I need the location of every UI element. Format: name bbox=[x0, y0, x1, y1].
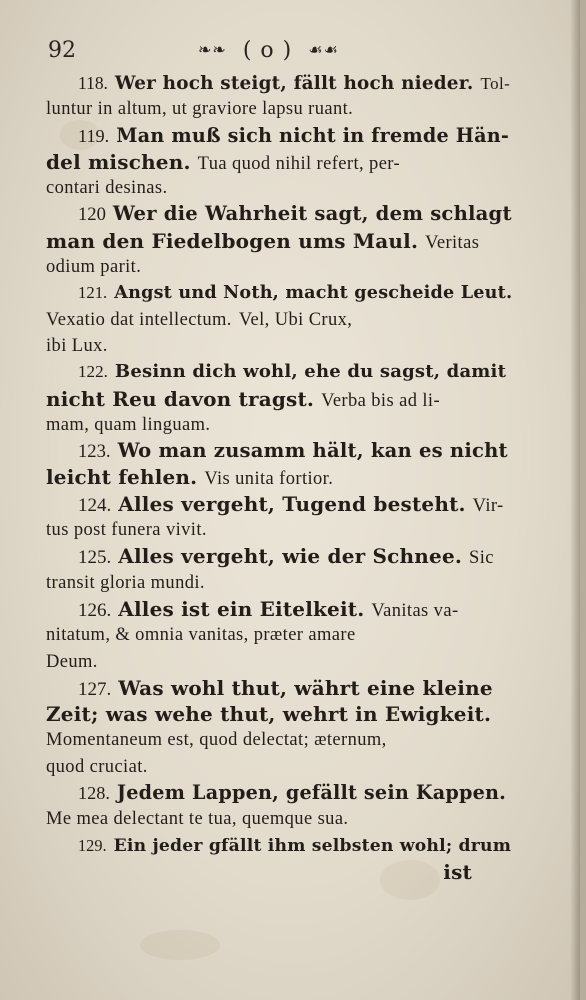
text-line bbox=[46, 386, 512, 412]
latin-translation-text: luntur in altum, ut graviore lapsu ruant. bbox=[46, 99, 354, 120]
ornament-right-icon: ☙☙ bbox=[308, 40, 339, 59]
text-line bbox=[46, 701, 512, 727]
latin-translation-text: Verba bis ad li- bbox=[321, 390, 441, 411]
german-proverb-text: leicht fehlen. bbox=[46, 465, 198, 490]
proverb-number: 125. bbox=[78, 547, 112, 569]
german-proverb-text: Alles vergeht, Tugend besteht. bbox=[118, 491, 466, 516]
latin-translation-text: Me mea delectant te tua, quemque sua. bbox=[46, 809, 349, 830]
latin-translation-text: Deum. bbox=[46, 651, 98, 672]
latin-translation-text: Veritas bbox=[425, 232, 480, 253]
text-line bbox=[46, 307, 512, 333]
proverb-number: 122. bbox=[78, 362, 108, 382]
proverb-number: 123. bbox=[78, 441, 111, 463]
latin-translation-text: Sic bbox=[469, 548, 494, 569]
text-line bbox=[46, 149, 512, 175]
latin-translation-text: Vexatio dat intellectum. bbox=[46, 309, 232, 330]
text-line bbox=[46, 859, 512, 885]
text-line bbox=[46, 780, 512, 806]
latin-translation-text: nitatum, & omnia vanitas, præter amare bbox=[46, 625, 356, 646]
german-proverb-text: Besinn dich wohl, ehe du sagst, damit bbox=[114, 361, 507, 383]
german-proverb-text: Alles ist ein Eitelkeit. bbox=[118, 596, 365, 621]
german-proverb-text: Ein jeder gfällt ihm selbsten wohl; drum bbox=[113, 835, 512, 856]
latin-translation-text: tus post funera vivit. bbox=[46, 520, 207, 541]
proverb-number: 128. bbox=[78, 783, 110, 804]
latin-translation-text: Momentaneum est, quod delectat; æternum, bbox=[46, 730, 387, 751]
german-proverb-text: Man muß sich nicht in fremde Hän- bbox=[116, 123, 510, 147]
page-edge bbox=[570, 0, 580, 1000]
german-proverb-text: Wer die Wahrheit sagt, dem schlagt bbox=[112, 202, 512, 226]
latin-translation-text: Tol- bbox=[480, 74, 511, 93]
text-line bbox=[46, 622, 512, 648]
proverb-number: 129. bbox=[78, 835, 107, 855]
paper-stain bbox=[140, 930, 220, 960]
text-line bbox=[46, 438, 512, 464]
text-line bbox=[46, 727, 512, 753]
page-number: 92 bbox=[48, 38, 76, 63]
text-line bbox=[46, 833, 512, 859]
latin-translation-text: contari desinas. bbox=[46, 178, 168, 199]
proverb-list bbox=[46, 70, 512, 885]
text-line bbox=[46, 491, 512, 517]
german-proverb-text: Wer hoch steigt, fällt hoch nieder. bbox=[114, 73, 474, 94]
german-proverb-text: Alles vergeht, wie der Schnee. bbox=[118, 544, 463, 569]
text-line bbox=[46, 96, 512, 122]
text-line bbox=[46, 649, 512, 675]
text-line bbox=[46, 517, 512, 543]
proverb-number: 124. bbox=[78, 494, 112, 516]
german-proverb-text: Angst und Noth, macht gescheide Leut. bbox=[114, 282, 512, 304]
text-line bbox=[46, 254, 512, 280]
text-line bbox=[46, 359, 512, 385]
latin-translation-text: odium parit. bbox=[46, 257, 142, 278]
proverb-number: 118. bbox=[78, 73, 108, 93]
ornament-center: ( o ) bbox=[242, 38, 293, 63]
latin-translation-text: ibi Lux. bbox=[46, 335, 108, 356]
proverb-number: 126. bbox=[78, 599, 112, 621]
text-line bbox=[46, 123, 512, 149]
latin-translation-text: quod cruciat. bbox=[46, 756, 148, 777]
latin-translation-text: Vis unita fortior. bbox=[204, 469, 334, 490]
text-line bbox=[46, 280, 512, 306]
text-line bbox=[46, 201, 512, 227]
text-line bbox=[46, 596, 512, 622]
text-line bbox=[46, 543, 512, 569]
text-line bbox=[46, 806, 512, 832]
header-ornament bbox=[198, 38, 339, 63]
latin-translation-text: Vel, Ubi Crux, bbox=[238, 309, 353, 330]
latin-translation-text: Tua quod nihil refert, per- bbox=[197, 153, 401, 174]
text-line bbox=[46, 464, 512, 490]
ornament-left-icon: ❧❧ bbox=[198, 40, 227, 59]
latin-translation-text: transit gloria mundi. bbox=[46, 572, 205, 593]
latin-translation-text: Vir- bbox=[472, 495, 504, 516]
text-line bbox=[46, 412, 512, 438]
german-proverb-text: Was wohl thut, währt eine kleine bbox=[118, 675, 493, 700]
proverb-number: 127. bbox=[78, 678, 112, 700]
proverb-number: 120 bbox=[78, 204, 106, 226]
proverb-number: 119. bbox=[78, 125, 110, 146]
text-line bbox=[46, 333, 512, 359]
text-line bbox=[46, 754, 512, 780]
german-proverb-text: ist bbox=[443, 859, 472, 884]
german-proverb-text: del mischen. bbox=[46, 149, 191, 174]
text-line bbox=[46, 175, 512, 201]
german-proverb-text: man den Fiedelbogen ums Maul. bbox=[46, 228, 419, 253]
text-line bbox=[46, 675, 512, 701]
latin-translation-text: Vanitas va- bbox=[371, 600, 459, 621]
german-proverb-text: nicht Reu davon tragst. bbox=[46, 386, 315, 411]
text-line bbox=[46, 570, 512, 596]
german-proverb-text: Jedem Lappen, gefällt sein Kappen. bbox=[116, 781, 507, 805]
text-line bbox=[46, 228, 512, 254]
latin-translation-text: mam, quam linguam. bbox=[46, 414, 211, 435]
text-line bbox=[46, 70, 512, 96]
german-proverb-text: Zeit; was wehe thut, wehrt in Ewigkeit. bbox=[46, 702, 492, 727]
proverb-number: 121. bbox=[78, 283, 108, 303]
german-proverb-text: Wo man zusamm hält, kan es nicht bbox=[117, 439, 508, 463]
page-header bbox=[48, 38, 528, 68]
